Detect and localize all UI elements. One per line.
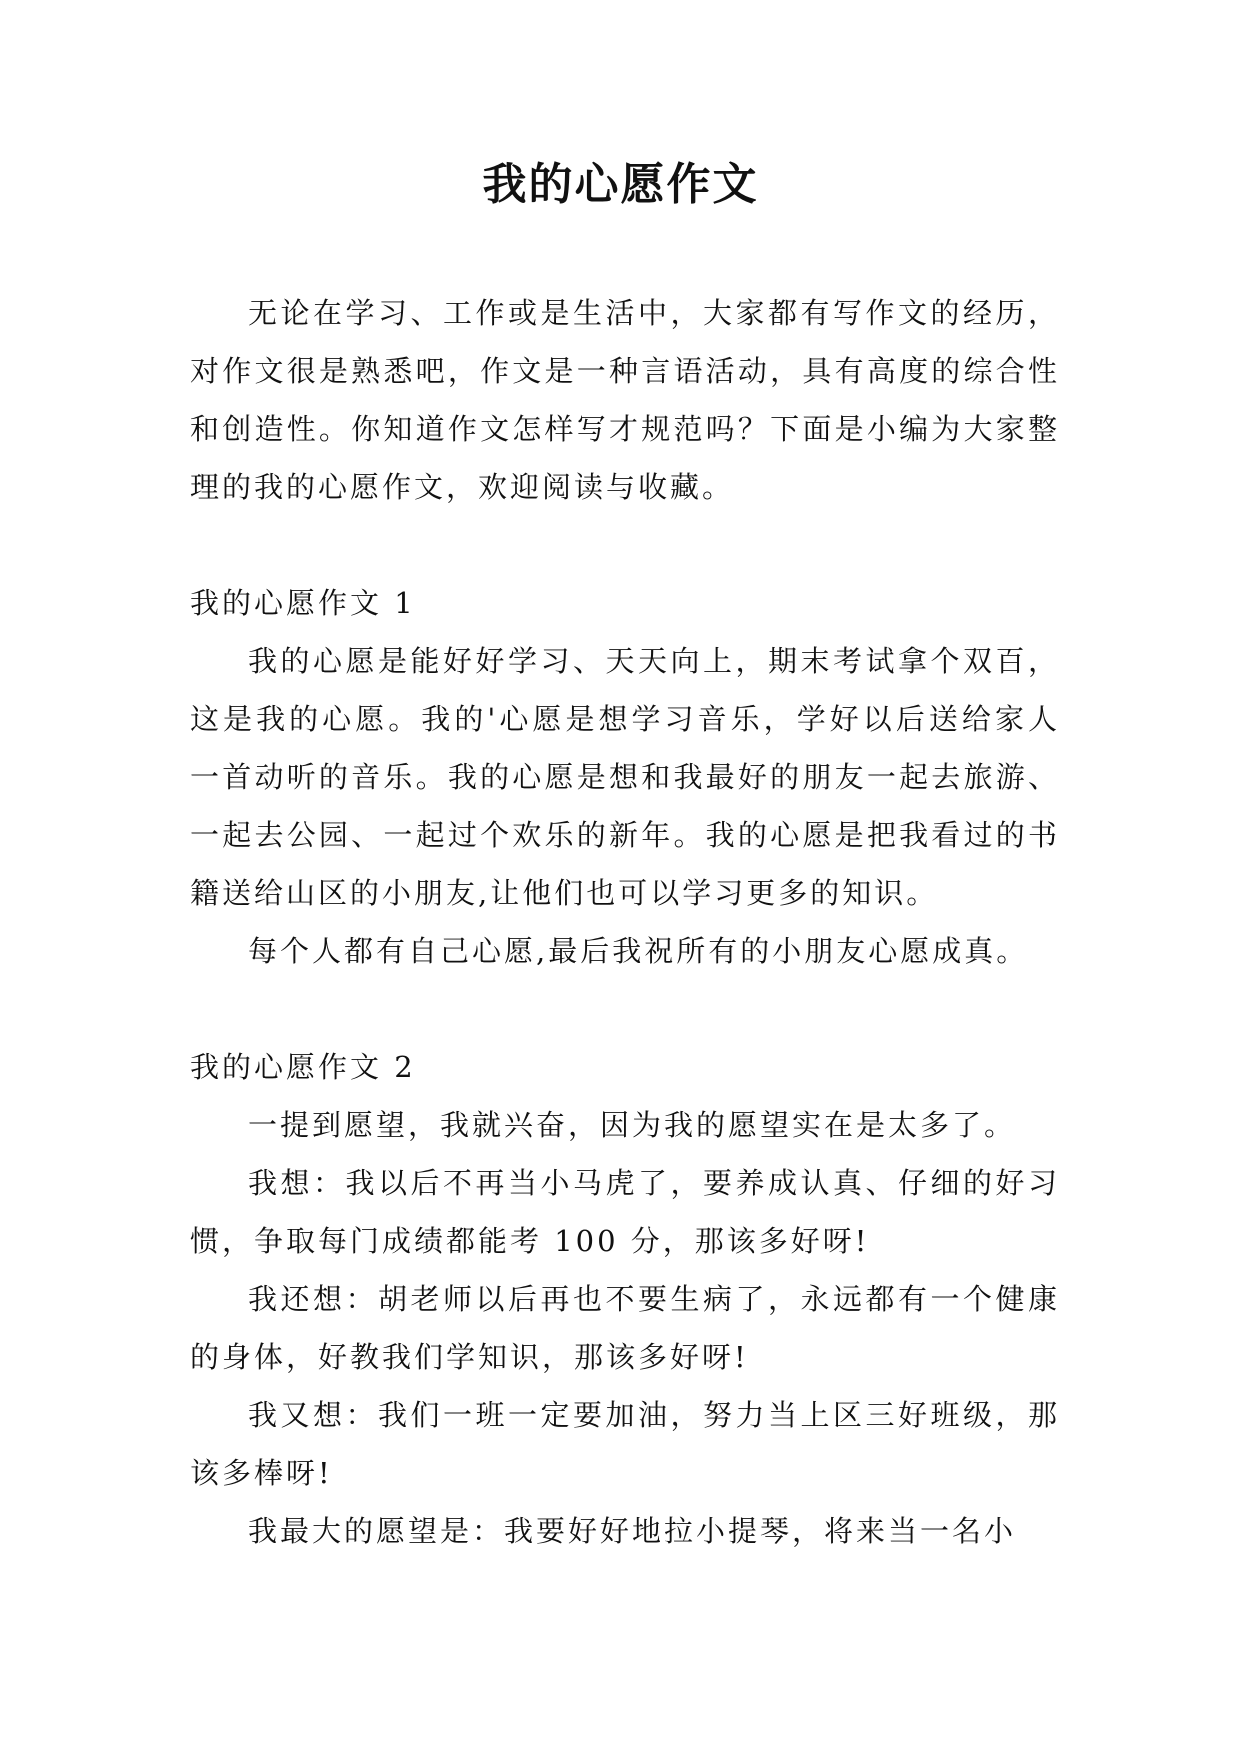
document-title: 我的心愿作文 (482, 159, 759, 210)
paragraph: 每个人都有自己心愿,最后我祝所有的小朋友心愿成真。 (248, 934, 1029, 968)
document-body (190, 284, 1060, 1560)
paragraph: 我又想：我们一班一定要加油，努力当上区三好班级，那该多棒呀! (190, 1398, 1060, 1490)
section-heading-1: 我的心愿作文 1 (190, 586, 416, 620)
paragraph: 一提到愿望，我就兴奋，因为我的愿望实在是太多了。 (248, 1108, 1017, 1142)
paragraph: 我还想：胡老师以后再也不要生病了，永远都有一个健康的身体，好教我们学知识，那该多好呀! (190, 1282, 1060, 1374)
paragraph: 我的心愿是能好好学习、天天向上，期末考试拿个双百，这是我的心愿。我的'心愿是想学习音乐，学好以后送给家人一首动听的音乐。我的心愿是想和我最好的朋友一起去旅游、一起去公园、一起过个欢乐的新年。我的心愿是把我看过的书籍送给山区的小朋友,让他们也可以学习更多的知识。 (190, 644, 1060, 910)
paragraph: 我想：我以后不再当小马虎了，要养成认真、仔细的好习惯，争取每门成绩都能考 100 分，那该多好呀! (190, 1166, 1060, 1258)
section-heading-2: 我的心愿作文 2 (190, 1050, 416, 1084)
paragraph: 我最大的愿望是：我要好好地拉小提琴，将来当一名小 (248, 1514, 1017, 1548)
intro-paragraph: 无论在学习、工作或是生活中，大家都有写作文的经历，对作文很是熟悉吧，作文是一种言语活动，具有高度的综合性和创造性。你知道作文怎样写才规范吗？下面是小编为大家整理的我的心愿作文，欢迎阅读与收藏。 (190, 296, 1060, 504)
